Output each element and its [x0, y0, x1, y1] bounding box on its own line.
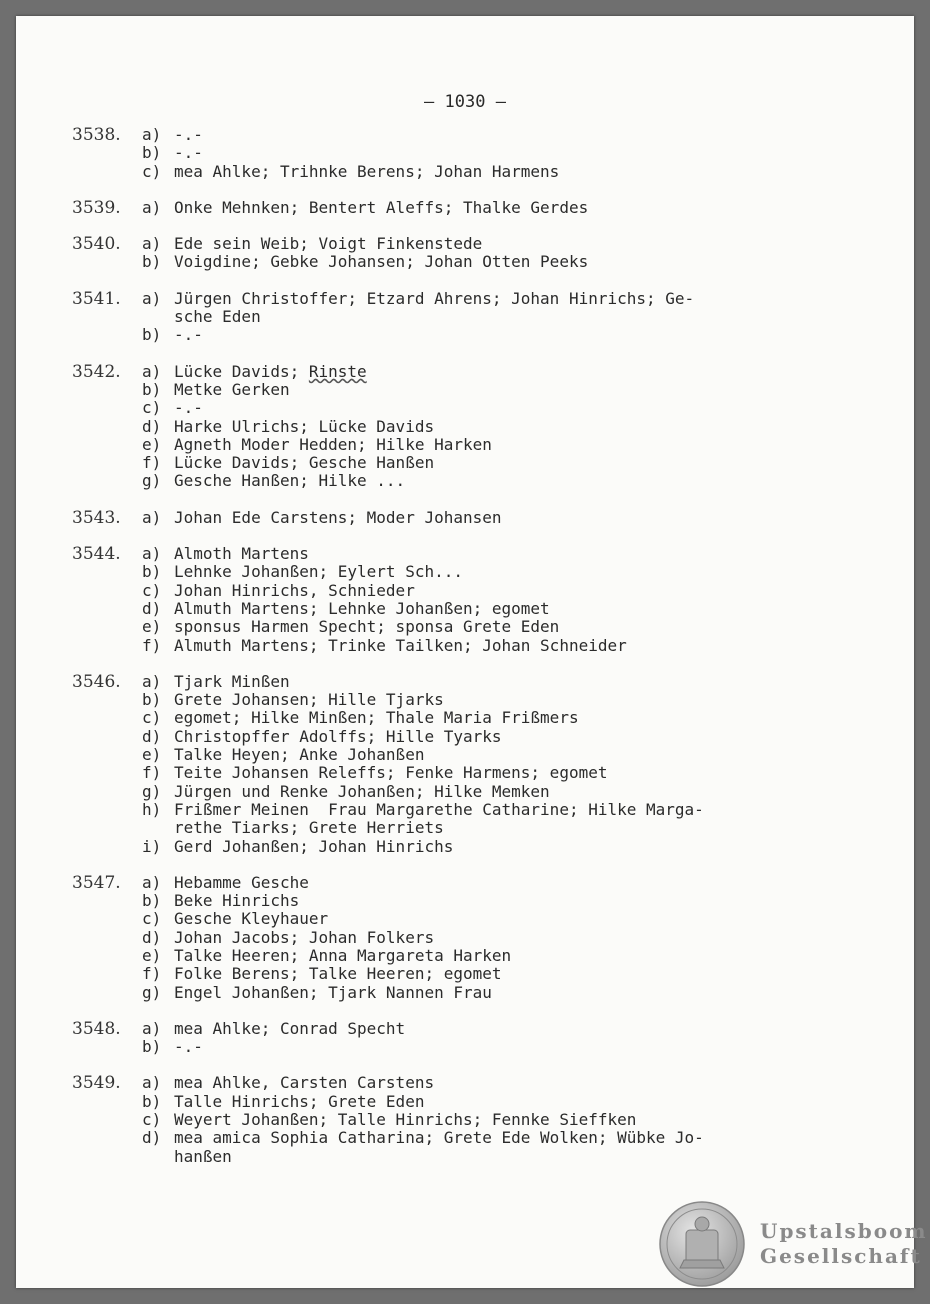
entry-text-main: Voigdine; Gebke Johansen; Johan Otten Peeks — [174, 252, 589, 272]
entry-line — [72, 436, 812, 454]
entry-text-main: Grete Johansen; Hille Tjarks — [174, 690, 444, 710]
entry-text — [174, 728, 812, 746]
entry-number — [72, 582, 142, 600]
entry-label: c) — [142, 708, 162, 728]
entry-text — [174, 418, 812, 436]
entry-text-main: Hebamme Gesche — [174, 872, 309, 892]
entry-text — [174, 819, 812, 837]
entry-line — [72, 308, 812, 326]
entry-number: 3546. — [72, 671, 121, 692]
entry-text — [174, 1148, 812, 1166]
entry-text-main: -.- — [174, 143, 203, 163]
entry-number — [72, 472, 142, 490]
entry-text-underlined: Rinste — [308, 361, 367, 381]
register-entry — [72, 235, 812, 272]
entry-label: a) — [142, 234, 162, 254]
entry-line — [72, 929, 812, 947]
entry-line — [72, 874, 812, 892]
entry-text — [174, 874, 812, 892]
entry-label: a) — [142, 507, 162, 527]
entry-text — [174, 235, 812, 253]
entry-text — [174, 1020, 812, 1038]
entry-number — [72, 563, 142, 581]
entry-number — [72, 1093, 142, 1111]
register-entry — [72, 545, 812, 655]
entry-text-main: Gesche Hanßen; Hilke ... — [174, 471, 406, 491]
entry-label — [142, 819, 174, 837]
entry-number — [72, 418, 142, 436]
entry-text — [174, 764, 812, 782]
entry-text — [174, 1038, 812, 1056]
entry-line — [72, 1038, 812, 1056]
entry-label: e) — [142, 945, 162, 965]
seal-icon — [658, 1200, 746, 1288]
entry-label: a) — [142, 1073, 162, 1093]
entry-label: g) — [142, 781, 162, 801]
entry-text-main: Johan Jacobs; Johan Folkers — [174, 927, 435, 947]
entry-number: 3548. — [72, 1018, 121, 1039]
entry-number — [72, 929, 142, 947]
entry-label: c) — [142, 580, 162, 600]
entry-text-main: Almuth Martens; Trinke Tailken; Johan Schneider — [174, 635, 627, 655]
register-entry — [72, 363, 812, 491]
entry-text — [174, 563, 812, 581]
entry-line — [72, 1093, 812, 1111]
entry-label: d) — [142, 416, 162, 436]
entry-line — [72, 509, 812, 527]
logo-line-2: Gesellschaft — [760, 1244, 922, 1268]
register-entry — [72, 1074, 812, 1165]
entry-line — [72, 1129, 812, 1147]
entry-line — [72, 746, 812, 764]
entry-label: c) — [142, 398, 162, 418]
entry-label: a) — [142, 288, 162, 308]
entry-label: e) — [142, 617, 162, 637]
entry-number — [72, 1111, 142, 1129]
entry-text-main: Weyert Johanßen; Talle Hinrichs; Fennke Sieffken — [174, 1110, 637, 1130]
entry-line — [72, 126, 812, 144]
entry-label: d) — [142, 598, 162, 618]
entry-label: h) — [142, 799, 162, 819]
entry-text — [174, 984, 812, 1002]
entry-label: b) — [142, 1037, 162, 1057]
entry-text — [174, 253, 812, 271]
entry-text-main: Engel Johanßen; Tjark Nannen Frau — [174, 982, 492, 1002]
entry-number — [72, 728, 142, 746]
entry-label: b) — [142, 325, 162, 345]
entry-number — [72, 308, 142, 326]
entry-text-main: mea Ahlke; Conrad Specht — [174, 1018, 406, 1038]
entry-text-main: Johan Ede Carstens; Moder Johansen — [174, 507, 502, 527]
entry-label: c) — [142, 1110, 162, 1130]
entry-number — [72, 819, 142, 837]
entry-text-main: Almoth Martens — [174, 544, 309, 564]
entry-line — [72, 838, 812, 856]
register-entry — [72, 1020, 812, 1057]
entry-text-main: Onke Mehnken; Bentert Aleffs; Thalke Gerdes — [174, 197, 589, 217]
entry-number — [72, 947, 142, 965]
entry-text — [174, 399, 812, 417]
entry-number: 3542. — [72, 361, 121, 382]
entry-text-main: Christopffer Adolffs; Hille Tyarks — [174, 726, 502, 746]
entry-label: b) — [142, 143, 162, 163]
entry-label: a) — [142, 544, 162, 564]
entry-text — [174, 126, 812, 144]
register-entry — [72, 126, 812, 181]
entry-text — [174, 673, 812, 691]
entry-number — [72, 746, 142, 764]
entry-line — [72, 819, 812, 837]
entry-number: 3547. — [72, 872, 121, 893]
entry-text-main: Metke Gerken — [174, 379, 290, 399]
entry-text-main: egomet; Hilke Minßen; Thale Maria Frißmers — [174, 708, 579, 728]
entry-text — [174, 691, 812, 709]
entry-line — [72, 326, 812, 344]
entry-label: a) — [142, 1018, 162, 1038]
entry-text — [174, 290, 812, 308]
entry-text — [174, 1129, 812, 1147]
entry-label: b) — [142, 562, 162, 582]
entry-text-main: Lücke Davids; Gesche Hanßen — [174, 453, 435, 473]
entry-label: b) — [142, 1091, 162, 1111]
entry-line — [72, 253, 812, 271]
register-entries — [72, 126, 812, 1184]
entry-text — [174, 436, 812, 454]
entry-number — [72, 801, 142, 819]
entry-number — [72, 1148, 142, 1166]
entry-text-main: mea amica Sophia Catharina; Grete Ede Wolken; Wübke Jo- — [174, 1128, 704, 1148]
entry-text-main: Gesche Kleyhauer — [174, 909, 329, 929]
entry-label: f) — [142, 763, 162, 783]
entry-text — [174, 1111, 812, 1129]
entry-text — [174, 326, 812, 344]
entry-line — [72, 1111, 812, 1129]
entry-text — [174, 600, 812, 618]
entry-text-main: Tjark Minßen — [174, 671, 290, 691]
entry-text-main: Ede sein Weib; Voigt Finkenstede — [174, 234, 483, 254]
entry-number: 3544. — [72, 544, 121, 565]
entry-number — [72, 691, 142, 709]
entry-line — [72, 728, 812, 746]
entry-number — [72, 326, 142, 344]
entry-label: b) — [142, 891, 162, 911]
entry-text — [174, 838, 812, 856]
entry-text-main: sche Eden — [174, 307, 261, 327]
entry-label: g) — [142, 471, 162, 491]
entry-number — [72, 436, 142, 454]
entry-line — [72, 691, 812, 709]
entry-number — [72, 144, 142, 162]
entry-text-main: Jürgen Christoffer; Etzard Ahrens; Johan Hinrichs; Ge- — [174, 288, 695, 308]
entry-line — [72, 1074, 812, 1092]
entry-line — [72, 783, 812, 801]
entry-label: c) — [142, 909, 162, 929]
entry-text — [174, 308, 812, 326]
entry-line — [72, 910, 812, 928]
entry-text — [174, 363, 812, 381]
entry-label: i) — [142, 836, 162, 856]
entry-label — [142, 308, 174, 326]
entry-label: b) — [142, 379, 162, 399]
entry-number: 3543. — [72, 507, 121, 528]
entry-text-main: hanßen — [174, 1146, 232, 1166]
entry-number — [72, 1129, 142, 1147]
register-entry — [72, 673, 812, 856]
register-entry — [72, 290, 812, 345]
entry-number — [72, 381, 142, 399]
entry-text — [174, 472, 812, 490]
entry-text-main: Johan Hinrichs, Schnieder — [174, 580, 415, 600]
entry-line — [72, 965, 812, 983]
entry-line — [72, 764, 812, 782]
entry-number — [72, 399, 142, 417]
entry-number — [72, 892, 142, 910]
entry-line — [72, 199, 812, 217]
entry-text — [174, 947, 812, 965]
entry-number — [72, 637, 142, 655]
entry-line — [72, 563, 812, 581]
entry-label: a) — [142, 197, 162, 217]
entry-label: c) — [142, 161, 162, 181]
entry-text — [174, 637, 812, 655]
entry-text-main: Jürgen und Renke Johanßen; Hilke Memken — [174, 781, 550, 801]
entry-number: 3540. — [72, 234, 121, 255]
entry-line — [72, 582, 812, 600]
entry-text-main: Talke Heyen; Anke Johanßen — [174, 745, 425, 765]
entry-text-main: rethe Tiarks; Grete Herriets — [174, 818, 444, 838]
entry-number — [72, 984, 142, 1002]
entry-line — [72, 801, 812, 819]
entry-text — [174, 545, 812, 563]
entry-text-main: Almuth Martens; Lehnke Johanßen; egomet — [174, 598, 550, 618]
document-page — [16, 16, 928, 1288]
entry-number — [72, 163, 142, 181]
entry-text — [174, 144, 812, 162]
entry-line — [72, 1148, 812, 1166]
entry-line — [72, 1020, 812, 1038]
entry-line — [72, 984, 812, 1002]
entry-number: 3541. — [72, 288, 121, 309]
entry-text — [174, 1093, 812, 1111]
entry-text-main: mea Ahlke; Trihnke Berens; Johan Harmens — [174, 161, 560, 181]
entry-text-main: Harke Ulrichs; Lücke Davids — [174, 416, 435, 436]
entry-number — [72, 764, 142, 782]
entry-label: g) — [142, 982, 162, 1002]
page-number: – 1030 – — [424, 92, 506, 112]
logo-line-1: Upstalsboom — [760, 1219, 928, 1243]
entry-text-main: Beke Hinrichs — [174, 891, 300, 911]
entry-number — [72, 253, 142, 271]
entry-text — [174, 965, 812, 983]
entry-text — [174, 582, 812, 600]
entry-line — [72, 637, 812, 655]
entry-text-main: Folke Berens; Talke Heeren; egomet — [174, 964, 502, 984]
entry-text-main: -.- — [174, 398, 203, 418]
entry-number — [72, 454, 142, 472]
entry-line — [72, 418, 812, 436]
entry-text-main: Lücke Davids; — [174, 361, 309, 381]
entry-line — [72, 290, 812, 308]
entry-text-main: -.- — [174, 1037, 203, 1057]
entry-line — [72, 709, 812, 727]
entry-line — [72, 454, 812, 472]
entry-line — [72, 235, 812, 253]
entry-text-main: sponsus Harmen Specht; sponsa Grete Eden — [174, 617, 560, 637]
entry-text — [174, 509, 812, 527]
register-entry — [72, 199, 812, 217]
entry-label — [142, 1148, 174, 1166]
entry-text-main: Talke Heeren; Anna Margareta Harken — [174, 945, 512, 965]
entry-number: 3538. — [72, 125, 121, 145]
entry-text — [174, 746, 812, 764]
entry-text — [174, 892, 812, 910]
entry-text — [174, 1074, 812, 1092]
entry-label: d) — [142, 1128, 162, 1148]
entry-text-main: Agneth Moder Hedden; Hilke Harken — [174, 434, 492, 454]
entry-text-main: Frißmer Meinen Frau Margarethe Catharine; Hilke Marga- — [174, 799, 704, 819]
entry-number — [72, 783, 142, 801]
register-entry — [72, 874, 812, 1002]
entry-line — [72, 163, 812, 181]
entry-number — [72, 1038, 142, 1056]
entry-line — [72, 545, 812, 563]
entry-text — [174, 381, 812, 399]
entry-text — [174, 929, 812, 947]
entry-text — [174, 910, 812, 928]
publisher-logo — [658, 1200, 928, 1288]
entry-label: f) — [142, 453, 162, 473]
entry-number: 3539. — [72, 197, 121, 218]
entry-number — [72, 618, 142, 636]
entry-line — [72, 399, 812, 417]
entry-line — [72, 363, 812, 381]
entry-label: d) — [142, 726, 162, 746]
entry-line — [72, 381, 812, 399]
entry-text — [174, 163, 812, 181]
entry-text-main: Teite Johansen Releffs; Fenke Harmens; egomet — [174, 763, 608, 783]
entry-line — [72, 600, 812, 618]
entry-text-main: Talle Hinrichs; Grete Eden — [174, 1091, 425, 1111]
entry-text-main: Lehnke Johanßen; Eylert Sch... — [174, 562, 463, 582]
entry-number: 3549. — [72, 1073, 121, 1094]
entry-text — [174, 618, 812, 636]
entry-label: a) — [142, 361, 162, 381]
entry-label: a) — [142, 125, 162, 144]
entry-text — [174, 783, 812, 801]
entry-label: d) — [142, 927, 162, 947]
entry-number — [72, 910, 142, 928]
entry-label: a) — [142, 671, 162, 691]
entry-text — [174, 454, 812, 472]
entry-label: f) — [142, 635, 162, 655]
entry-number — [72, 709, 142, 727]
entry-line — [72, 618, 812, 636]
entry-text-main: mea Ahlke, Carsten Carstens — [174, 1073, 435, 1093]
entry-line — [72, 947, 812, 965]
entry-label: b) — [142, 252, 162, 272]
entry-label: e) — [142, 434, 162, 454]
entry-text-main: -.- — [174, 125, 203, 144]
register-entry — [72, 509, 812, 527]
entry-label: b) — [142, 690, 162, 710]
entry-label: e) — [142, 745, 162, 765]
entry-text — [174, 199, 812, 217]
entry-line — [72, 892, 812, 910]
entry-label: a) — [142, 872, 162, 892]
entry-number — [72, 965, 142, 983]
entry-number — [72, 838, 142, 856]
entry-label: f) — [142, 964, 162, 984]
entry-number — [72, 600, 142, 618]
entry-text-main: Gerd Johanßen; Johan Hinrichs — [174, 836, 454, 856]
entry-line — [72, 144, 812, 162]
entry-text — [174, 709, 812, 727]
entry-text-main: -.- — [174, 325, 203, 345]
entry-text — [174, 801, 812, 819]
entry-line — [72, 472, 812, 490]
entry-line — [72, 673, 812, 691]
